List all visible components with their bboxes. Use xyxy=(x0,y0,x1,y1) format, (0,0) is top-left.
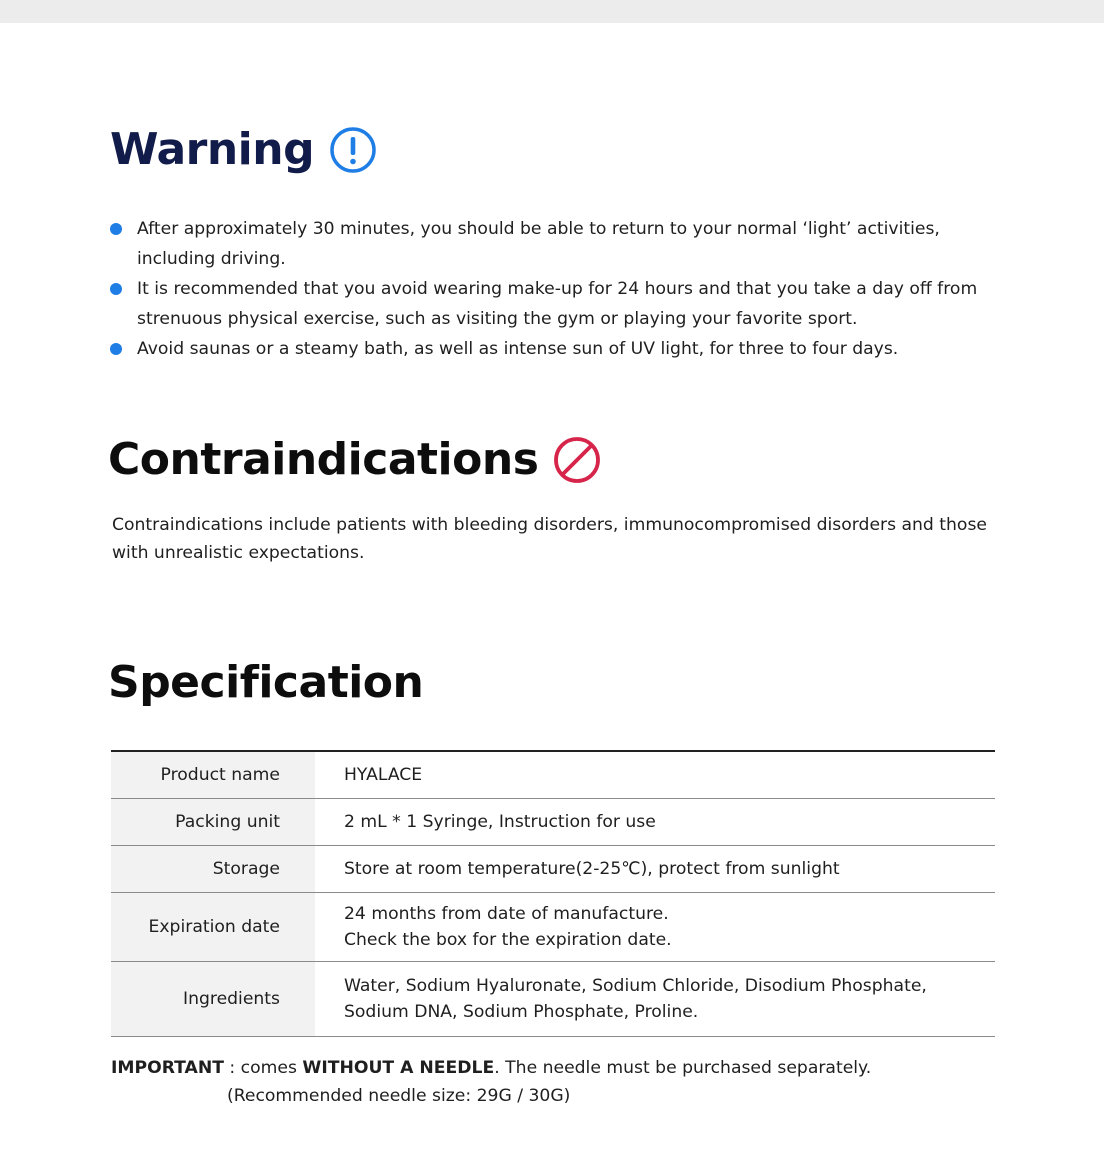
list-item xyxy=(110,274,1000,334)
spec-label: Ingredients xyxy=(111,962,315,1037)
specification-title: Specification xyxy=(108,657,424,708)
spec-value: Water, Sodium Hyaluronate, Sodium Chloride, Disodium Phosphate, Sodium DNA, Sodium Phosphate, Proline. xyxy=(315,962,995,1037)
warning-heading xyxy=(110,124,378,175)
list-item xyxy=(110,334,1000,364)
list-item-text: Avoid saunas or a steamy bath, as well as intense sun of UV light, for three to four days. xyxy=(137,339,899,359)
spec-value: 24 months from date of manufacture. Check the box for the expiration date. xyxy=(315,893,995,962)
spec-label: Storage xyxy=(111,846,315,893)
list-item-text: After approximately 30 minutes, you should be able to return to your normal ‘light’ activities, including driving. xyxy=(137,219,940,269)
bullet-dot-icon xyxy=(110,343,122,355)
bullet-dot-icon xyxy=(110,283,122,295)
prohibited-icon xyxy=(552,435,602,485)
table-row xyxy=(111,893,995,962)
spec-value: HYALACE xyxy=(315,751,995,799)
bullet-dot-icon xyxy=(110,223,122,235)
top-band xyxy=(0,0,1104,23)
contraindications-title: Contraindications xyxy=(108,434,539,485)
spec-value: 2 mL * 1 Syringe, Instruction for use xyxy=(315,799,995,846)
important-label: IMPORTANT xyxy=(111,1058,224,1078)
spec-value: Store at room temperature(2-25℃), protect from sunlight xyxy=(315,846,995,893)
table-row xyxy=(111,799,995,846)
table-row xyxy=(111,846,995,893)
needle-size-note: (Recommended needle size: 29G / 30G) xyxy=(227,1086,571,1106)
important-note xyxy=(111,1054,871,1110)
table-row xyxy=(111,751,995,799)
spec-label: Expiration date xyxy=(111,893,315,962)
contraindications-text: Contraindications include patients with bleeding disorders, immunocompromised disorders and those with unrealistic expectations. xyxy=(112,515,987,563)
contraindications-heading xyxy=(108,434,602,485)
exclamation-circle-icon xyxy=(328,125,378,175)
important-rest: . The needle must be purchased separately. xyxy=(494,1058,872,1078)
list-item xyxy=(110,214,1000,274)
warning-list xyxy=(110,214,1000,364)
warning-title: Warning xyxy=(110,124,315,175)
specification-heading xyxy=(108,657,423,708)
spec-label: Packing unit xyxy=(111,799,315,846)
important-sep: : comes xyxy=(223,1058,303,1078)
spec-label: Product name xyxy=(111,751,315,799)
list-item-text: It is recommended that you avoid wearing make-up for 24 hours and that you take a day off from strenuous physical exercise, such as visiting the gym or playing your favorite sport. xyxy=(137,279,978,329)
table-row xyxy=(111,962,995,1037)
specification-table xyxy=(111,750,995,1037)
important-emphasis: WITHOUT A NEEDLE xyxy=(302,1058,495,1078)
